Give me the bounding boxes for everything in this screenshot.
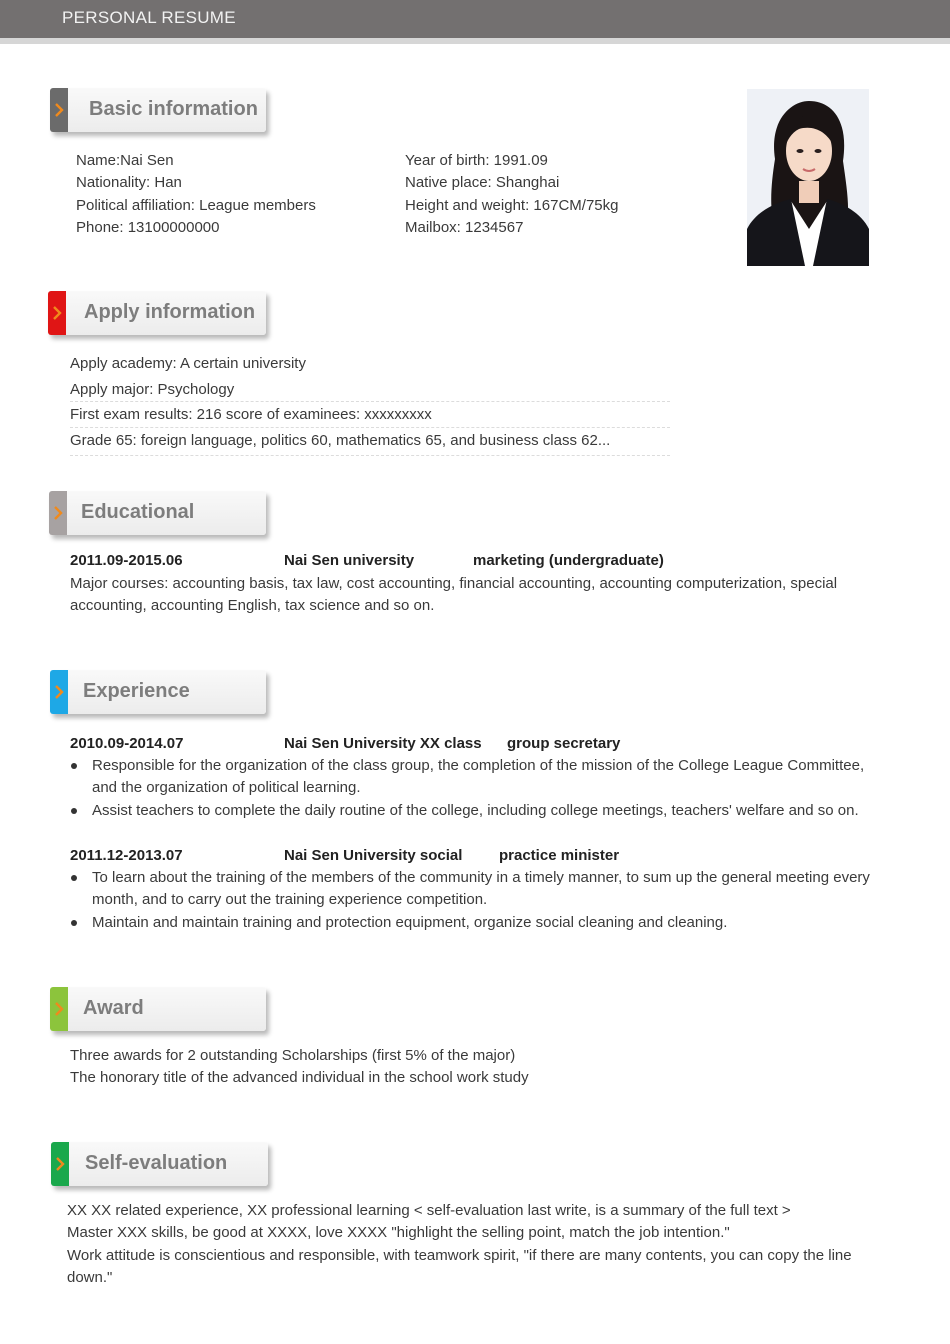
section-title: Apply information [84,301,256,323]
chevron-right-icon [54,1002,64,1016]
section-header-education [49,491,266,535]
bullet-icon [71,920,77,926]
section-header-experience [50,670,266,714]
chevron-right-icon [54,685,64,699]
section-marker [49,491,67,535]
self-evaluation-line: Work attitude is conscientious and responsible, with teamwork spirit, "if there are many contents, you can copy the line down." [67,1247,852,1286]
apply-major: Apply major: Psychology [70,381,235,398]
experience-role: group secretary [507,735,621,752]
bullet-icon [71,763,77,769]
experience-role: practice minister [499,847,620,864]
page-title: PERSONAL RESUME [62,8,236,27]
apply-academy: Apply academy: A certain university [70,355,306,372]
section-title: Educational [81,501,195,523]
basic-native: Native place: Shanghai [405,174,560,191]
section-marker [50,88,68,132]
basic-political: Political affiliation: League members [76,197,316,214]
experience-bullet: Assist teachers to complete the daily routine of the college, including college meetings, teachers' welfare and so on. [92,802,859,819]
award-line: Three awards for 2 outstanding Scholarships (first 5% of the major) [70,1047,516,1064]
section-title: Experience [83,680,190,702]
education-period: 2011.09-2015.06 [70,552,183,569]
divider [70,401,670,402]
award-line: The honorary title of the advanced individual in the school work study [70,1069,529,1086]
divider [70,455,670,456]
education-major: marketing (undergraduate) [473,552,664,569]
bullet-icon [71,808,77,814]
chevron-right-icon [55,1157,65,1171]
experience-org: Nai Sen University XX class [284,735,482,752]
section-title: Basic information [89,98,258,120]
self-evaluation-line: Master XXX skills, be good at XXXX, love XXXX "highlight the selling point, match the job intention." [67,1224,730,1241]
section-header-apply [48,291,266,335]
education-courses: Major courses: accounting basis, tax law, cost accounting, financial accounting, accounting computerization, special accounting, accounting English, tax science and so on. [70,575,838,614]
header-bar [0,0,950,44]
section-header-award [50,987,266,1031]
education-school: Nai Sen university [284,552,415,569]
experience-period: 2010.09-2014.07 [70,735,184,752]
section-marker [50,987,68,1031]
basic-nationality: Nationality: Han [76,174,182,191]
basic-phone: Phone: 13100000000 [76,219,220,236]
section-title: Award [83,997,144,1019]
section-marker [50,670,68,714]
section-marker [48,291,66,335]
section-header-self [51,1142,268,1186]
experience-bullet: Responsible for the organization of the class group, the completion of the mission of the College League Committee, and the organization of political learning. [92,757,865,796]
experience-bullet: Maintain and maintain training and protection equipment, organize social cleaning and cleaning. [92,914,728,931]
section-title: Self-evaluation [85,1152,228,1174]
experience-bullet: To learn about the training of the members of the community in a timely manner, to sum up the general meeting every month, and to carry out the training experience competition. [92,869,870,908]
basic-mailbox: Mailbox: 1234567 [405,219,524,236]
self-evaluation-line: XX XX related experience, XX professional learning < self-evaluation last write, is a summary of the full text > [67,1202,791,1219]
portrait-photo [747,89,869,266]
experience-period: 2011.12-2013.07 [70,847,183,864]
experience-org: Nai Sen University social [284,847,463,864]
basic-name: Name:Nai Sen [76,152,174,169]
apply-first-exam: First exam results: 216 score of examinees: xxxxxxxxx [70,406,432,423]
chevron-right-icon [52,306,62,320]
section-header-basic [50,88,266,132]
basic-birth: Year of birth: 1991.09 [405,152,548,169]
section-marker [51,1142,69,1186]
apply-grade: Grade 65: foreign language, politics 60, mathematics 65, and business class 62... [70,432,611,449]
chevron-right-icon [54,103,64,117]
divider [70,427,670,428]
basic-height-weight: Height and weight: 167CM/75kg [405,197,619,214]
chevron-right-icon [53,506,63,520]
bullet-icon [71,875,77,881]
